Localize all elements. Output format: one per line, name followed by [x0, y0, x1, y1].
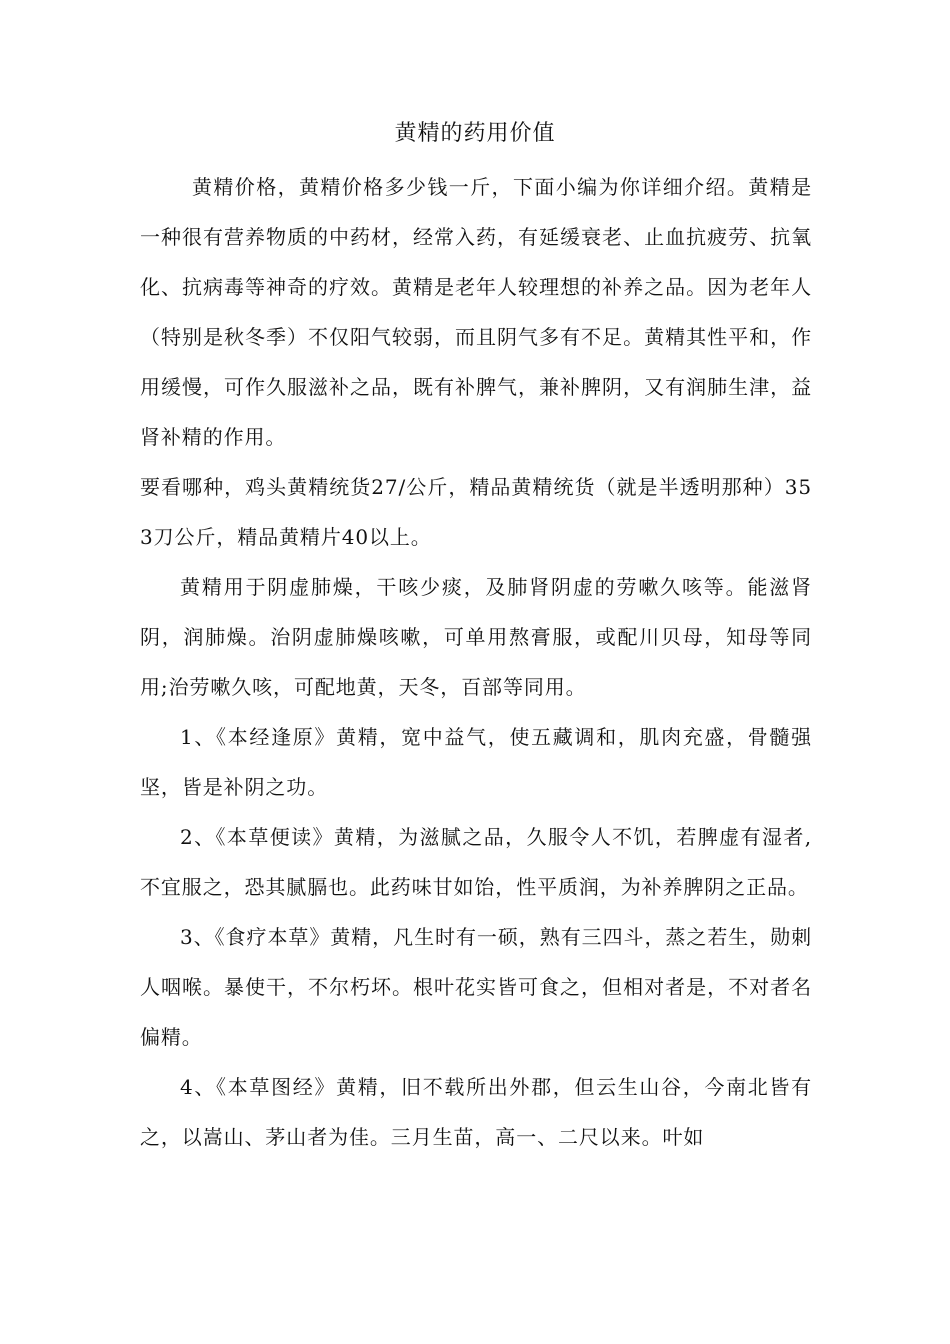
paragraph-intro: 黄精价格，黄精价格多少钱一斤，下面小编为你详细介绍。黄精是一种很有营养物质的中药材，经常入药，有延缓衰老、止血抗疲劳、抗氧化、抗病毒等神奇的疗效。黄精是老年人较理想的补养之品。因为老年人（特别是秋冬季）不仅阳气较弱，而且阴气多有不足。黄精其性平和，作用缓慢，可作久服滋补之品，既有补脾气，兼补脾阴，又有润肺生津，益肾补精的作用。 [140, 175, 812, 449]
document-title: 黄精的药用价值 [394, 121, 556, 146]
paragraph-citation-4: 4、《本草图经》黄精，旧不载所出外郡，但云生山谷，今南北皆有之，以嵩山、茅山者为佳。三月生苗，高一、二尺以来。叶如 [140, 1075, 812, 1149]
paragraph-usage: 黄精用于阴虚肺燥，干咳少痰，及肺肾阴虚的劳嗽久咳等。能滋肾阴，润肺燥。治阴虚肺燥咳嗽，可单用熬膏服，或配川贝母，知母等同用;治劳嗽久咳，可配地黄，天冬，百部等同用。 [140, 575, 812, 699]
paragraph-citation-3: 3、《食疗本草》黄精，凡生时有一硕，熟有三四斗，蒸之若生，勋刺人咽喉。暴使干，不尔朽坏。根叶花实皆可食之，但相对者是，不对者名偏精。 [140, 925, 812, 1049]
paragraph-price: 要看哪种，鸡头黄精统货27/公斤，精品黄精统货（就是半透明那种）353刀公斤，精品黄精片40以上。 [140, 475, 812, 549]
document-body [140, 162, 812, 1162]
paragraph-citation-1: 1、《本经逢原》黄精，宽中益气，使五藏调和，肌肉充盛，骨髓强坚，皆是补阴之功。 [140, 725, 812, 799]
paragraph-citation-2: 2、《本草便读》黄精，为滋腻之品，久服令人不饥，若脾虚有湿者,不宜服之，恐其腻膈也。此药味甘如饴，性平质润，为补养脾阴之正品。 [140, 825, 812, 899]
